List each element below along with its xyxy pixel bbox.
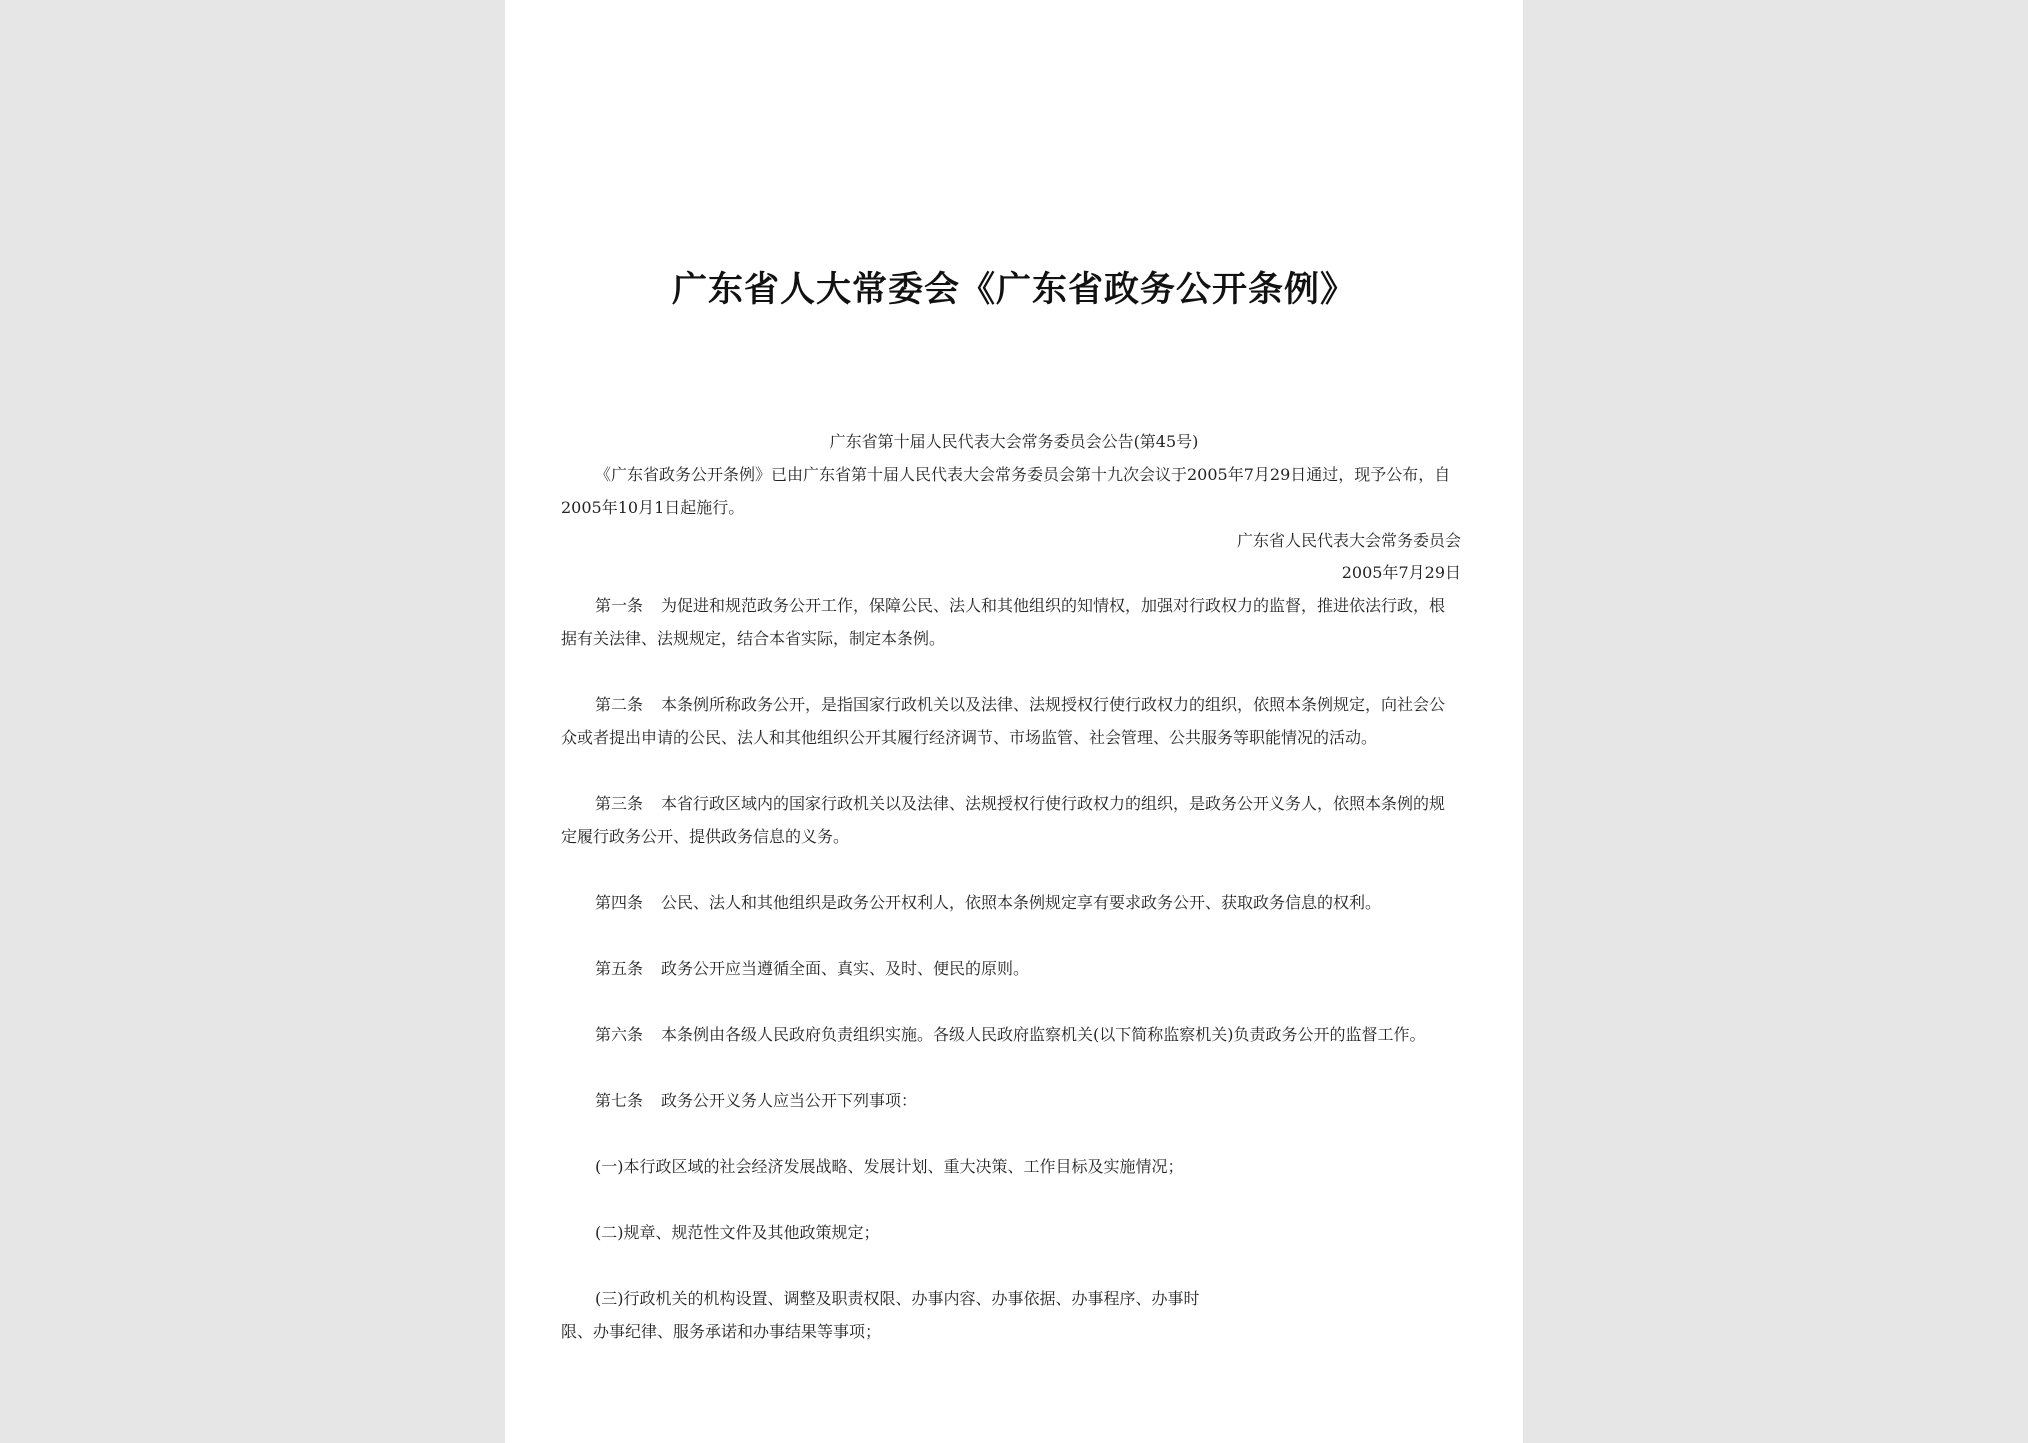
article-2 [595,695,1445,715]
article-text: 政务公开义务人应当公开下列事项： [661,1091,918,1110]
article-6 [595,1025,1426,1045]
article-text: 为促进和规范政务公开工作，保障公民、法人和其他组织的知情权，加强对行政权力的监督，推进依法行政，根 [661,596,1446,615]
article-text: 本条例所称政务公开，是指国家行政机关以及法律、法规授权行使行政权力的组织，依照本条例规定，向社会公 [661,695,1446,714]
list-item: (三)行政机关的机构设置、调整及职责权限、办事内容、办事依据、办事程序、办事时 [595,1289,1200,1308]
intro-paragraph-line-2: 2005年10月1日起施行。 [561,498,745,517]
document-title: 广东省人大常委会《广东省政务公开条例》 [671,270,1356,310]
article-number: 第四条 [595,893,644,912]
article-5 [595,959,1029,979]
list-item-continuation: 限、办事纪律、服务承诺和办事结果等事项； [561,1322,882,1341]
list-item: (二)规章、规范性文件及其他政策规定； [595,1223,880,1242]
issue-date: 2005年7月29日 [1341,563,1461,582]
article-text: 本条例由各级人民政府负责组织实施。各级人民政府监察机关(以下简称监察机关)负责政务公开的监督工作。 [661,1025,1426,1044]
article-text: 本省行政区域内的国家行政机关以及法律、法规授权行使行政权力的组织，是政务公开义务人，依照本条例的规 [661,794,1446,813]
article-1 [595,596,1445,616]
article-4 [595,893,1381,913]
article-text: 政务公开应当遵循全面、真实、及时、便民的原则。 [661,959,1030,978]
list-item: (一)本行政区域的社会经济发展战略、发展计划、重大决策、工作目标及实施情况； [595,1157,1184,1176]
document-page [505,0,1523,1443]
article-number: 第三条 [595,794,644,813]
announcement-heading: 广东省第十届人民代表大会常务委员会公告(第45号) [829,432,1199,451]
issuer-signature: 广东省人民代表大会常务委员会 [1236,531,1461,550]
article-7 [595,1091,917,1111]
article-1-continuation: 据有关法律、法规规定，结合本省实际，制定本条例。 [561,629,946,648]
article-3-continuation: 定履行政务公开、提供政务信息的义务。 [561,827,850,846]
article-number: 第六条 [595,1025,644,1044]
article-number: 第七条 [595,1091,644,1110]
article-number: 第二条 [595,695,644,714]
article-3 [595,794,1445,814]
article-2-continuation: 众或者提出申请的公民、法人和其他组织公开其履行经济调节、市场监管、社会管理、公共服务等职能情况的活动。 [561,728,1378,747]
article-number: 第一条 [595,596,644,615]
intro-paragraph-line-1: 《广东省政务公开条例》已由广东省第十届人民代表大会常务委员会第十九次会议于2005年7月29日通过，现予公布，自 [595,465,1451,484]
article-text: 公民、法人和其他组织是政务公开权利人，依照本条例规定享有要求政务公开、获取政务信息的权利。 [661,893,1382,912]
article-number: 第五条 [595,959,644,978]
